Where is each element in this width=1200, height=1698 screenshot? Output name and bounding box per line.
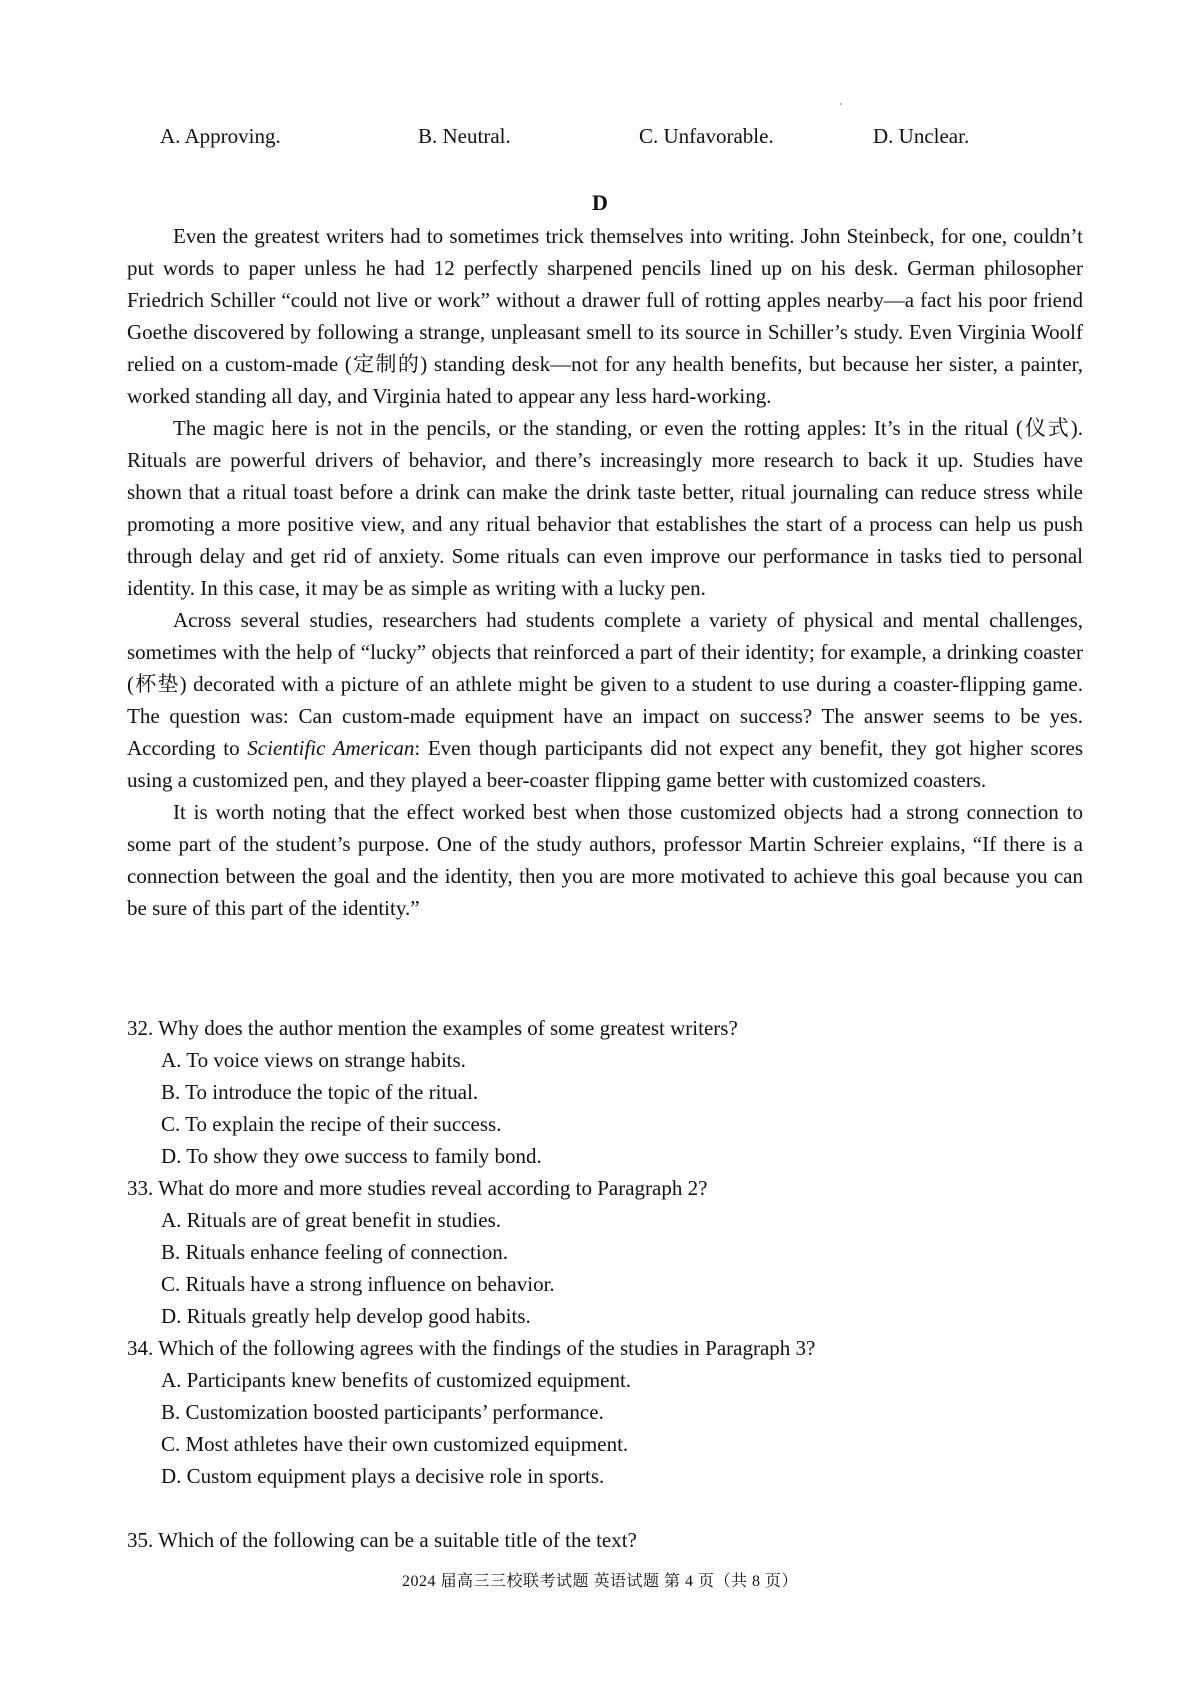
option-b: B. Rituals enhance feeling of connection.	[161, 1240, 508, 1264]
option-c: C. Unfavorable.	[639, 124, 774, 148]
option-b: B. Customization boosted participants’ performance.	[161, 1400, 604, 1424]
option-c: C. Rituals have a strong influence on behavior.	[161, 1272, 555, 1296]
option-d: D. Rituals greatly help develop good habits.	[161, 1304, 531, 1328]
answer-options	[127, 1204, 1083, 1332]
paragraph-3-text-after: : Even though participants did not expect any benefit, they got higher scores using a customized pen, and they played a beer-coaster flipping game better with customized coasters.	[127, 736, 1083, 792]
option-c: C. To explain the recipe of their success.	[161, 1112, 502, 1136]
section-title: D	[592, 190, 608, 215]
question-stem: 35. Which of the following can be a suitable title of the text?	[127, 1528, 637, 1552]
question-stem: 33. What do more and more studies reveal according to Paragraph 2?	[127, 1176, 708, 1200]
paragraph-3-text-before: Across several studies, researchers had students complete a variety of physical and mental challenges, sometimes with the help of “lucky” objects that reinforced a part of their identity; for example, a drinking coaster (杯垫) decorated with a picture of an athlete might be given to a student to use during a coaster-flipping game. The question was: Can custom-made equipment have an impact on success? The answer seems to be yes. According to	[127, 608, 1083, 760]
question-stem: 32. Why does the author mention the examples of some greatest writers?	[127, 1016, 738, 1040]
previous-question-options	[160, 124, 1060, 160]
option-b: B. Neutral.	[418, 124, 511, 148]
question-list	[127, 1012, 1083, 1556]
publication-name: Scientific American	[247, 736, 415, 760]
option-a: A. To voice views on strange habits.	[161, 1048, 466, 1072]
option-d: D. Custom equipment plays a decisive role in sports.	[161, 1464, 605, 1488]
question-35	[127, 1524, 1083, 1556]
option-c: C. Most athletes have their own customized equipment.	[161, 1432, 629, 1456]
option-d: D. Unclear.	[873, 124, 970, 148]
paragraph-2: The magic here is not in the pencils, or the standing, or even the rotting apples: It’s in the ritual (仪式). Rituals are powerful drivers of behavior, and there’s increasingly more research to back it up. Studies have shown that a ritual toast before a drink can make the drink taste better, ritual journaling can reduce stress while promoting a more positive view, and any ritual behavior that establishes the start of a process can help us push through delay and get rid of anxiety. Some rituals can even improve our performance in tasks tied to personal identity. In this case, it may be as simple as writing with a lucky pen.	[127, 416, 1083, 600]
option-a: A. Approving.	[160, 124, 281, 148]
option-b: B. To introduce the topic of the ritual.	[161, 1080, 479, 1104]
answer-options	[127, 1044, 1083, 1172]
paragraph-1: Even the greatest writers had to sometimes trick themselves into writing. John Steinbeck, for one, couldn’t put words to paper unless he had 12 perfectly sharpened pencils lined up on his desk. German philosopher Friedrich Schiller “could not live or work” without a drawer full of rotting apples nearby—a fact his poor friend Goethe discovered by following a strange, unpleasant smell to its source in Schiller’s study. Even Virginia Woolf relied on a custom-made (定制的) standing desk—not for any health benefits, but because her sister, a painter, worked standing all day, and Virginia hated to appear any less hard-working.	[127, 224, 1083, 408]
question-32	[127, 1012, 1083, 1172]
paragraph-4: It is worth noting that the effect worked best when those customized objects had a strong connection to some part of the student’s purpose. One of the study authors, professor Martin Schreier explains, “If there is a connection between the goal and the identity, then you are more motivated to achieve this goal because you can be sure of this part of the identity.”	[127, 800, 1083, 920]
question-34	[127, 1332, 1083, 1492]
question-33	[127, 1172, 1083, 1332]
option-d: D. To show they owe success to family bond.	[161, 1144, 542, 1168]
spacer	[127, 1492, 1083, 1524]
option-a: A. Rituals are of great benefit in studies.	[161, 1208, 501, 1232]
paragraph-3	[127, 604, 1083, 796]
question-stem: 34. Which of the following agrees with the findings of the studies in Paragraph 3?	[127, 1336, 816, 1360]
option-a: A. Participants knew benefits of customized equipment.	[161, 1368, 632, 1392]
reading-passage	[127, 220, 1083, 924]
scan-speck	[840, 103, 842, 105]
answer-options	[127, 1364, 1083, 1492]
page-footer: 2024 届高三三校联考试题 英语试题 第 4 页（共 8 页）	[401, 1573, 798, 1590]
